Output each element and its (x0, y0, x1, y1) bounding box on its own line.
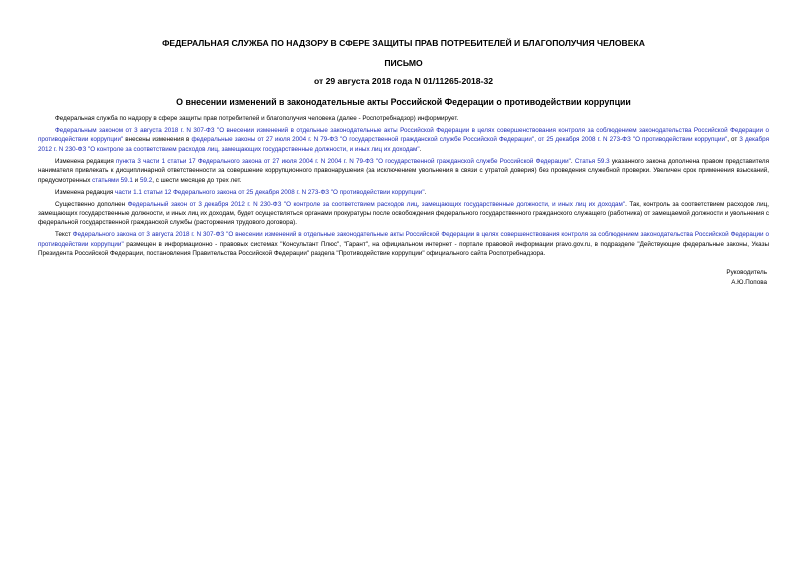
paragraph-text: Текст (55, 231, 73, 239)
document-date-number: от 29 августа 2018 года N 01/11265-2018-32 (313, 76, 494, 86)
law-reference-link[interactable]: Федерального закона от 3 августа 2018 г. N 307-ФЗ "О внесении изменений в отдельные законодательные акты Российской Федерации в целях совершенствования контроля за соблюдением законодательства Российской Федерации о противодействии коррупции" (38, 231, 769, 248)
paragraph-text: указанного закона дополнена правом представителя нанимателя привлекать к дисциплинарной ответственности за совершение коррупционного правонарушения (за исключением увольнения в связи с утратой доверия) без проведения служебной проверки. Увеличен срок применения взысканий, предусмотренных (38, 157, 769, 184)
paragraph-text: размещен в информационно - правовых системах "Консультант Плюс", "Гарант", на официальном интернет - портале правовой информации pravo.gov.ru, в подразделе "Действующие федеральные законы, Указы Президента Российской Федерации, постановления Правительства Российской Федерации" раздела "Противодействие коррупции" официального сайта Роспотребнадзора. (38, 240, 769, 258)
paragraph-text: внесены изменения в (123, 136, 192, 144)
paragraph-text: . (570, 157, 575, 165)
document-body (38, 114, 769, 261)
organization-title: ФЕДЕРАЛЬНАЯ СЛУЖБА ПО НАДЗОРУ В СФЕРЕ ЗАЩИТЫ ПРАВ ПОТРЕБИТЕЛЕЙ И БЛАГОПОЛУЧИЯ ЧЕЛОВЕКА (162, 38, 645, 48)
paragraph-text: Изменена редакция (55, 157, 116, 165)
paragraph-text: . (419, 145, 422, 153)
signature-position: Руководитель (726, 269, 767, 276)
law-reference-link[interactable]: Федеральный закон от 3 декабря 2012 г. N 230-ФЗ "О контроле за соответствием расходов лиц, замещающих государственные должности, и иных лиц их доходам" (127, 200, 626, 208)
law-reference-link[interactable]: Федеральным законом от 3 августа 2018 г. N 307-ФЗ "О внесении изменений в отдельные законодательные акты Российской Федерации в целях совершенствования контроля за соблюдением законодательства Российской Федерации о противодействии коррупции" (38, 127, 769, 144)
body-paragraph (38, 230, 769, 258)
body-paragraph (38, 200, 769, 228)
body-paragraph (38, 126, 769, 154)
paragraph-text: . (424, 188, 427, 196)
paragraph-text: Федеральная служба по надзору в сфере защиты прав потребителей и благополучия человека (далее - Роспотребнадзор) информирует. (55, 115, 459, 122)
body-paragraph (38, 188, 769, 197)
law-reference-link[interactable]: 3 декабря 2012 г. N 230-ФЗ "О контроле за соответствием расходов лиц, замещающих государственные должности, и иных лиц их доходам" (38, 136, 769, 153)
paragraph-text: и (132, 176, 140, 184)
law-reference-link[interactable]: статьями 59.1 (92, 176, 133, 184)
signature-name: А.Ю.Попова (731, 279, 767, 286)
law-reference-link[interactable]: части 1.1 статьи 12 Федерального закона от 25 декабря 2008 г. N 273-ФЗ "О противодействии коррупции" (115, 188, 425, 196)
law-reference-link[interactable]: Статья 59.3 (574, 157, 610, 165)
paragraph-text: Изменена редакция (55, 188, 116, 196)
body-paragraph (38, 114, 769, 123)
paragraph-text: Существенно дополнен (55, 200, 128, 208)
law-reference-link[interactable]: пункта 3 части 1 статьи 17 Федерального закона от 27 июля 2004 г. N 2004 г. N 79-ФЗ "О государственной гражданской службе Российской Федерации" (115, 157, 571, 165)
paragraph-text: . Так, контроль за соответствием расходов лиц, замещающих государственные должности, и иных лиц их доходам, будет осуществляться органами прокуратуры после освобождения федерального государственного гражданского служащего (работника) от замещаемой должности и увольнения с федеральной государственной гражданской службы (расторжения трудового договора). (38, 200, 769, 227)
document-subject: О внесении изменений в законодательные акты Российской Федерации о противодействии коррупции (176, 97, 631, 107)
body-paragraph (38, 157, 769, 185)
law-reference-link[interactable]: 59.2 (139, 176, 153, 184)
document-type: ПИСЬМО (384, 58, 423, 68)
paragraph-text: , с шести месяцев до трех лет. (152, 176, 242, 184)
signature-block (726, 268, 767, 288)
law-reference-link[interactable]: федеральные законы от 27 июля 2004 г. N 79-ФЗ "О государственной гражданской службе Российской Федерации", от 25 декабря 2008 г. N 273-ФЗ "О противодействии коррупции" (191, 136, 728, 144)
paragraph-text: , от (727, 136, 740, 144)
